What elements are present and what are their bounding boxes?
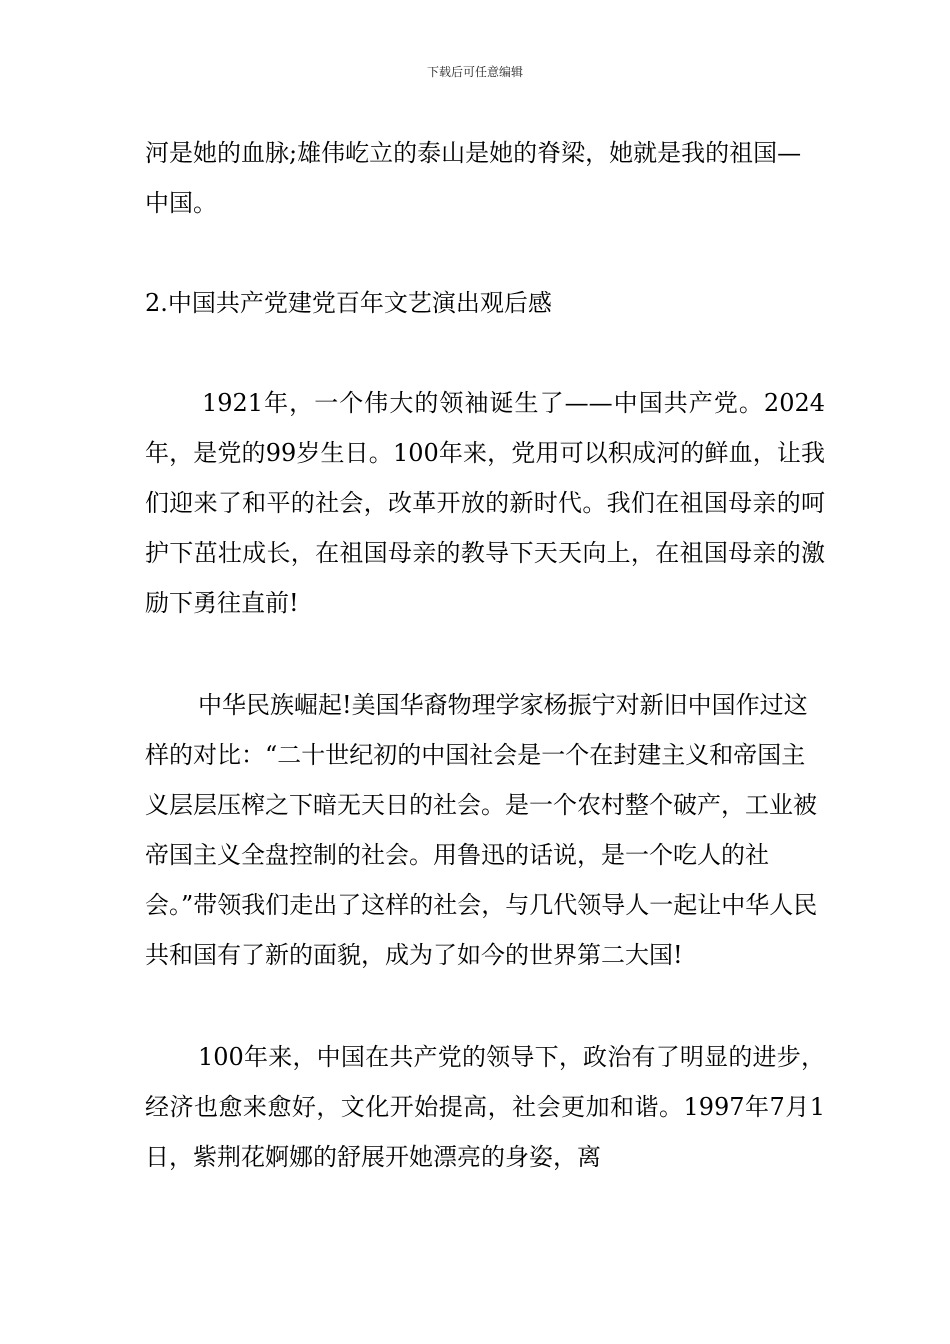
paragraph-gap [145, 980, 825, 1032]
page-header: 下载后可任意编辑 [426, 65, 523, 79]
paragraph-continuation: 河是她的血脉;雄伟屹立的泰山是她的脊梁，她就是我的祖国—中国。 [145, 139, 802, 217]
paragraph-1: 1921年，一个伟大的领袖诞生了——中国共产党。2024年，是党的99岁生日。100年来，党用可以积成河的鲜血，让我们迎来了和平的社会，改革开放的新时代。我们在祖国母亲的呵护下茁壮成长，在祖国母亲的教导下天天向上，在祖国母亲的激励下勇往直前! [145, 389, 825, 617]
paragraph-gap [145, 328, 825, 378]
section-heading: 2.中国共产党建党百年文艺演出观后感 [145, 289, 552, 317]
paragraph-2: 中华民族崛起!美国华裔物理学家杨振宁对新旧中国作过这样的对比：“二十世纪初的中国社会是一个在封建主义和帝国主义层层压榨之下暗无天日的社会。是一个农村整个破产，工业被帝国主义全盘控制的社会。用鲁迅的话说，是一个吃人的社会。”带领我们走出了这样的社会，与几代领导人一起让中华人民共和国有了新的面貌，成为了如今的世界第二大国! [145, 691, 818, 969]
paragraph-gap [145, 628, 825, 680]
paragraph-gap [145, 228, 825, 278]
paragraph-3: 100年来，中国在共产党的领导下，政治有了明显的进步，经济也愈来愈好，文化开始提高，社会更加和谐。1997年7月1日，紫荆花婀娜的舒展开她漂亮的身姿，离 [145, 1043, 825, 1171]
document-body [145, 128, 825, 1182]
